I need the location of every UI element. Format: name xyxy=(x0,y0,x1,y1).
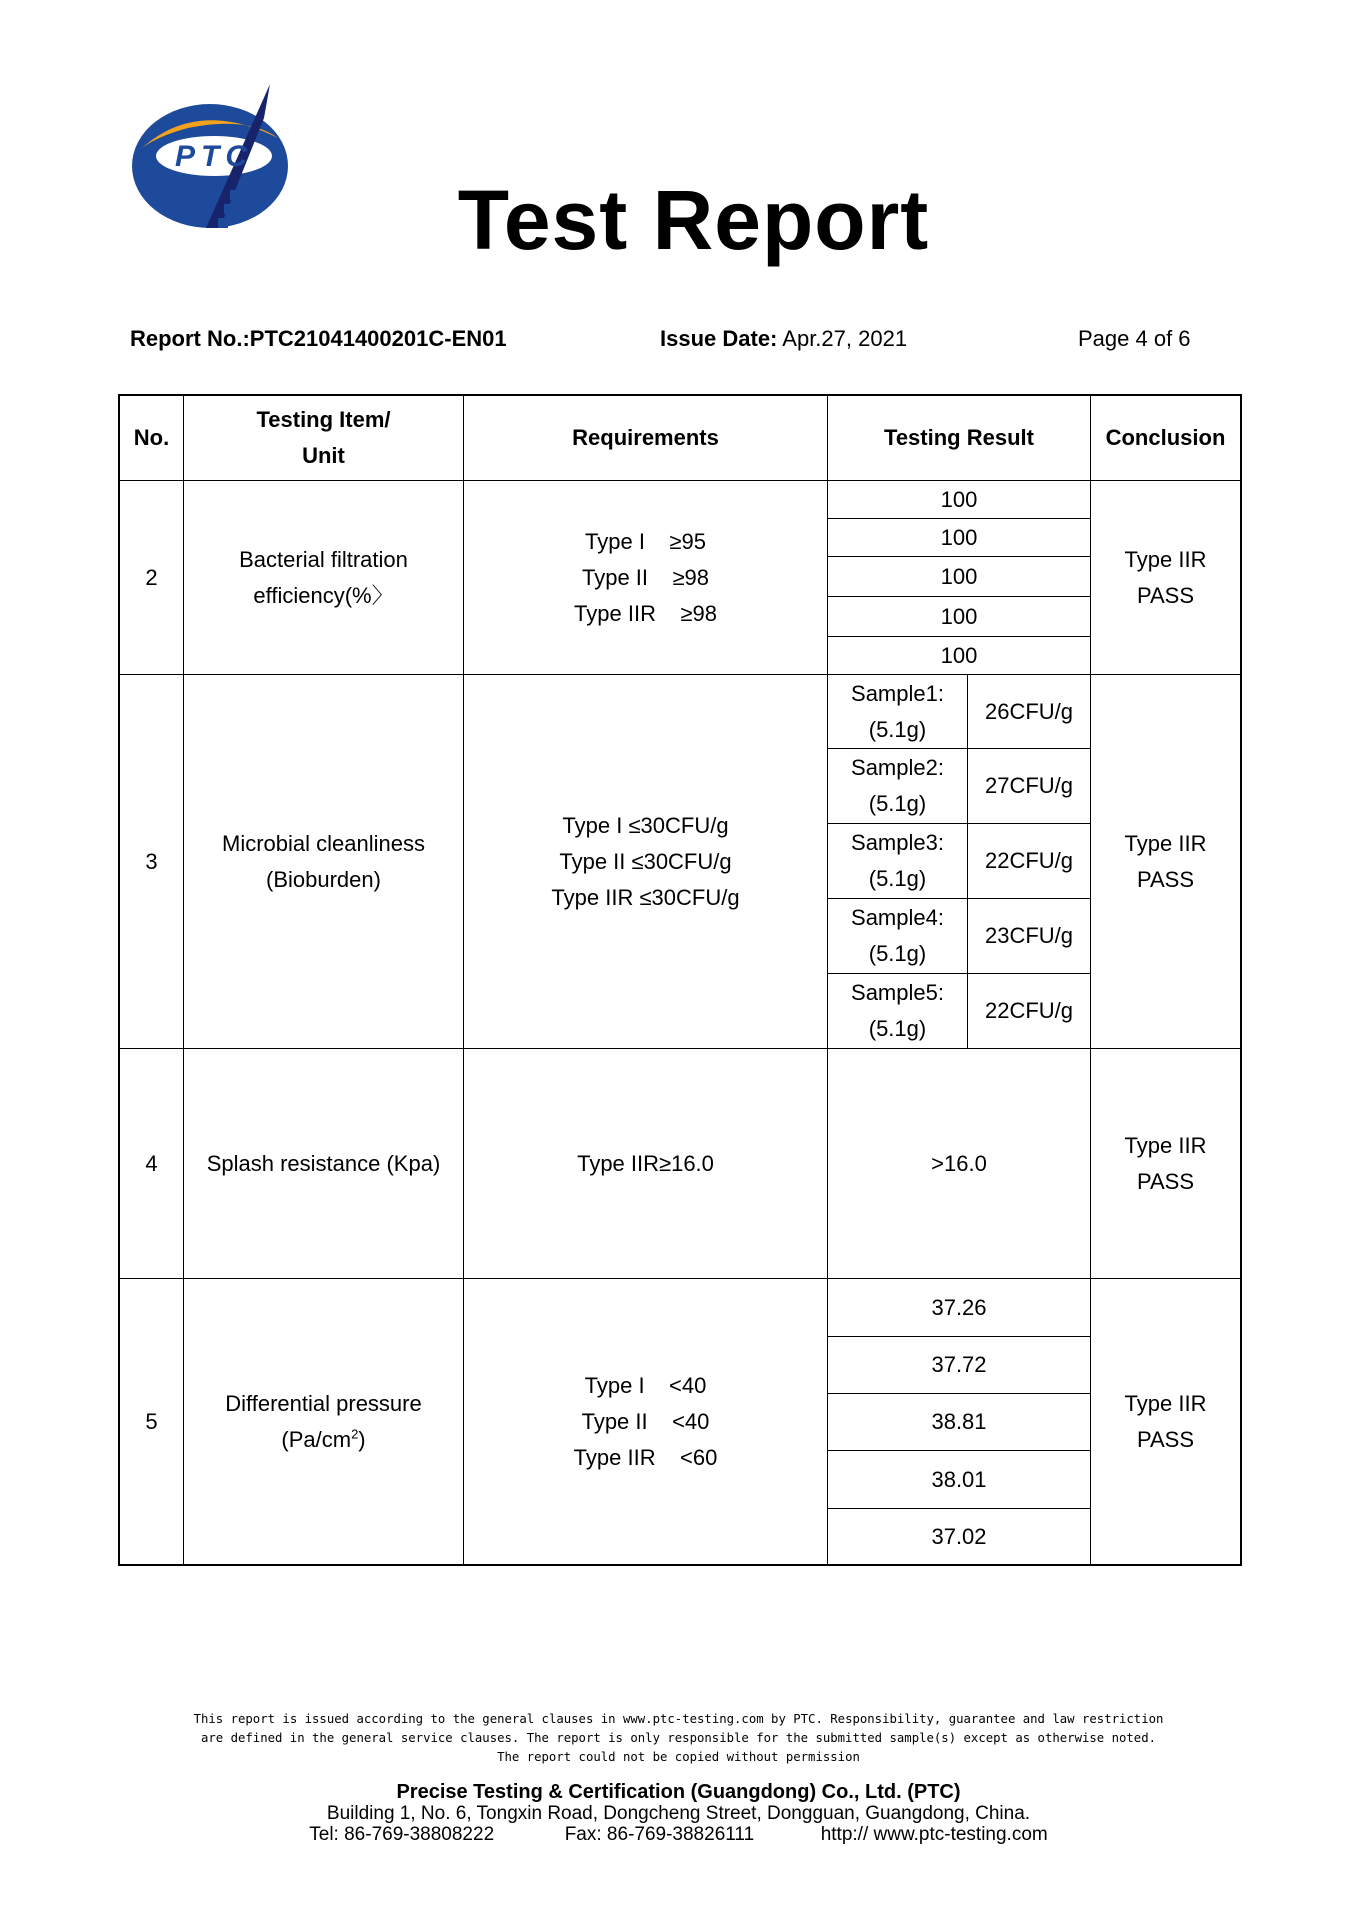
header-no: No. xyxy=(133,425,170,450)
header-requirements: Requirements xyxy=(572,425,719,450)
row-5-result-2: 37.72 xyxy=(931,1352,987,1377)
issue-date: Issue Date: Apr.27, 2021 xyxy=(660,326,908,351)
footer-company-info xyxy=(0,1782,1357,1845)
page-title: Test Report xyxy=(457,173,930,267)
sample-4-label: Sample4: (5.1g) xyxy=(851,905,944,966)
company-address: Building 1, No. 6, Tongxin Road, Dongcheng Street, Dongguan, Guangdong, China. xyxy=(326,1803,1031,1824)
row-5-result-4: 38.01 xyxy=(931,1466,987,1492)
sample-1-label: Sample1: (5.1g) xyxy=(851,680,944,742)
row-5-requirements: Type I <40 Type II <40 Type IIR <60 xyxy=(573,1372,718,1470)
row-5-no: 5 xyxy=(145,1408,158,1434)
row-4-requirements: Type IIR≥16.0 xyxy=(577,1150,714,1176)
row-5-result-1: 37.26 xyxy=(931,1294,987,1320)
row-2-item: Bacterial filtration efficiency(%〉 xyxy=(239,546,408,608)
row-4-result: >16.0 xyxy=(931,1150,987,1176)
sample-5-label: Sample5: (5.1g) xyxy=(851,980,944,1041)
header-conclusion: Conclusion xyxy=(1105,425,1226,450)
row-2-result-2: 100 xyxy=(940,524,978,550)
header-testing-result: Testing Result xyxy=(884,425,1034,450)
row-3-requirements: Type I ≤30CFU/g Type II ≤30CFU/g Type IIR ≤30CFU/g xyxy=(551,812,740,910)
row-3-conclusion: Type IIR PASS xyxy=(1124,830,1207,892)
sample-2-value: 27CFU/g xyxy=(984,773,1074,798)
row-2-result-1: 100 xyxy=(940,486,978,512)
sample-3-label: Sample3: (5.1g) xyxy=(851,830,944,891)
row-5-result-5: 37.02 xyxy=(931,1523,987,1549)
row-4-conclusion: Type IIR PASS xyxy=(1124,1132,1207,1194)
sample-2-label: Sample2: (5.1g) xyxy=(851,755,944,816)
sample-4-value: 23CFU/g xyxy=(984,923,1074,948)
row-2-result-4: 100 xyxy=(940,603,978,629)
sample-1-value: 26CFU/g xyxy=(984,698,1074,724)
results-table xyxy=(118,394,1242,1566)
company-contact xyxy=(0,1824,1357,1845)
row-2-no: 2 xyxy=(145,564,158,590)
footer-disclaimer: This report is issued according to the general clauses in www.ptc-testing.com by PTC. Responsibility, guarantee and law restriction are defined in the general service clauses. The report is only responsible for the submitted sample(s) except as otherwise noted. The report could not be copied without permission xyxy=(193,1712,1164,1764)
row-5-result-3: 38.81 xyxy=(931,1409,987,1434)
row-3-item: Microbial cleanliness (Bioburden) xyxy=(222,830,425,892)
row-4-item: Splash resistance (Kpa) xyxy=(206,1150,441,1176)
company-website[interactable]: http:// www.ptc-testing.com xyxy=(820,1824,1048,1845)
row-4-no: 4 xyxy=(145,1150,158,1176)
header-testing-item: Testing Item/ Unit xyxy=(256,407,391,468)
report-number: Report No.:PTC21041400201C-EN01 xyxy=(130,326,507,351)
logo-text: PTC xyxy=(175,140,253,173)
row-5-item: Differential pressure $(Pa/cm^2)$ xyxy=(225,1390,422,1452)
row-5-conclusion: Type IIR PASS xyxy=(1124,1390,1207,1452)
sample-5-value: 22CFU/g xyxy=(984,998,1074,1023)
company-name: Precise Testing & Certification (Guangdong) Co., Ltd. (PTC) xyxy=(396,1781,961,1803)
row-2-result-3: 100 xyxy=(940,563,978,589)
row-2-conclusion: Type IIR PASS xyxy=(1124,546,1207,608)
page-indicator: Page 4 of 6 xyxy=(1078,326,1191,351)
row-3-no: 3 xyxy=(145,848,158,874)
company-fax: Fax: 86-769-38826111 xyxy=(564,1824,755,1845)
company-tel: Tel: 86-769-38808222 xyxy=(309,1824,495,1845)
sample-3-value: 22CFU/g xyxy=(984,848,1074,873)
row-2-requirements: Type I ≥95 Type II ≥98 Type IIR ≥98 xyxy=(574,528,717,626)
row-2-result-5: 100 xyxy=(940,642,978,668)
